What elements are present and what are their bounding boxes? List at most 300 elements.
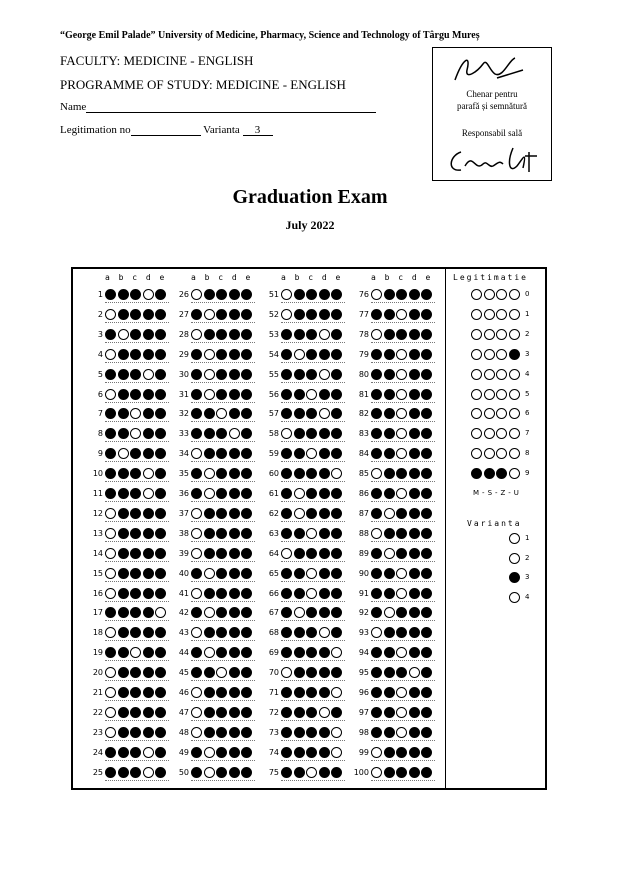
bubble-9-a[interactable] — [105, 448, 116, 459]
bubble-60-e[interactable] — [331, 468, 342, 479]
bubble-54-e[interactable] — [331, 349, 342, 360]
varianta-bubble-1[interactable] — [509, 533, 520, 544]
bubble-58-c[interactable] — [306, 428, 317, 439]
bubble-67-a[interactable] — [281, 607, 292, 618]
bubble-48-c[interactable] — [216, 727, 227, 738]
bubble-6-d[interactable] — [143, 389, 154, 400]
bubble-41-c[interactable] — [216, 588, 227, 599]
bubble-54-b[interactable] — [294, 349, 305, 360]
bubble-67-e[interactable] — [331, 607, 342, 618]
bubble-95-d[interactable] — [409, 667, 420, 678]
bubble-63-b[interactable] — [294, 528, 305, 539]
bubble-87-a[interactable] — [371, 508, 382, 519]
bubble-96-d[interactable] — [409, 687, 420, 698]
bubble-66-b[interactable] — [294, 588, 305, 599]
bubble-45-c[interactable] — [216, 667, 227, 678]
bubble-73-b[interactable] — [294, 727, 305, 738]
bubble-8-a[interactable] — [105, 428, 116, 439]
bubble-17-a[interactable] — [105, 607, 116, 618]
bubble-90-c[interactable] — [396, 568, 407, 579]
bubble-54-a[interactable] — [281, 349, 292, 360]
bubble-54-c[interactable] — [306, 349, 317, 360]
bubble-100-b[interactable] — [384, 767, 395, 778]
bubble-20-d[interactable] — [143, 667, 154, 678]
bubble-11-b[interactable] — [118, 488, 129, 499]
bubble-31-b[interactable] — [204, 389, 215, 400]
bubble-96-c[interactable] — [396, 687, 407, 698]
bubble-1-d[interactable] — [143, 289, 154, 300]
bubble-100-c[interactable] — [396, 767, 407, 778]
bubble-57-e[interactable] — [331, 408, 342, 419]
bubble-10-a[interactable] — [105, 468, 116, 479]
bubble-57-d[interactable] — [319, 408, 330, 419]
bubble-5-c[interactable] — [130, 369, 141, 380]
bubble-5-d[interactable] — [143, 369, 154, 380]
bubble-33-c[interactable] — [216, 428, 227, 439]
bubble-40-d[interactable] — [229, 568, 240, 579]
bubble-92-b[interactable] — [384, 607, 395, 618]
bubble-20-e[interactable] — [155, 667, 166, 678]
bubble-85-d[interactable] — [409, 468, 420, 479]
bubble-99-c[interactable] — [396, 747, 407, 758]
bubble-64-b[interactable] — [294, 548, 305, 559]
bubble-66-d[interactable] — [319, 588, 330, 599]
bubble-94-e[interactable] — [421, 647, 432, 658]
bubble-16-c[interactable] — [130, 588, 141, 599]
bubble-9-d[interactable] — [143, 448, 154, 459]
bubble-94-c[interactable] — [396, 647, 407, 658]
bubble-72-e[interactable] — [331, 707, 342, 718]
legit-bubble-7-3[interactable] — [509, 428, 520, 439]
bubble-93-a[interactable] — [371, 627, 382, 638]
bubble-38-c[interactable] — [216, 528, 227, 539]
bubble-63-e[interactable] — [331, 528, 342, 539]
bubble-97-e[interactable] — [421, 707, 432, 718]
bubble-97-c[interactable] — [396, 707, 407, 718]
bubble-95-e[interactable] — [421, 667, 432, 678]
bubble-76-a[interactable] — [371, 289, 382, 300]
bubble-27-d[interactable] — [229, 309, 240, 320]
bubble-60-d[interactable] — [319, 468, 330, 479]
legit-bubble-1-3[interactable] — [509, 309, 520, 320]
bubble-54-d[interactable] — [319, 349, 330, 360]
bubble-22-d[interactable] — [143, 707, 154, 718]
bubble-8-c[interactable] — [130, 428, 141, 439]
bubble-49-b[interactable] — [204, 747, 215, 758]
bubble-75-d[interactable] — [319, 767, 330, 778]
legit-bubble-4-0[interactable] — [471, 369, 482, 380]
bubble-65-e[interactable] — [331, 568, 342, 579]
bubble-19-a[interactable] — [105, 647, 116, 658]
bubble-98-c[interactable] — [396, 727, 407, 738]
bubble-100-d[interactable] — [409, 767, 420, 778]
bubble-49-a[interactable] — [191, 747, 202, 758]
bubble-50-a[interactable] — [191, 767, 202, 778]
bubble-23-e[interactable] — [155, 727, 166, 738]
bubble-9-b[interactable] — [118, 448, 129, 459]
bubble-47-e[interactable] — [241, 707, 252, 718]
bubble-100-a[interactable] — [371, 767, 382, 778]
bubble-36-d[interactable] — [229, 488, 240, 499]
bubble-67-b[interactable] — [294, 607, 305, 618]
bubble-18-e[interactable] — [155, 627, 166, 638]
bubble-88-d[interactable] — [409, 528, 420, 539]
bubble-78-b[interactable] — [384, 329, 395, 340]
legit-bubble-3-0[interactable] — [471, 349, 482, 360]
bubble-23-a[interactable] — [105, 727, 116, 738]
legit-bubble-8-3[interactable] — [509, 448, 520, 459]
bubble-77-c[interactable] — [396, 309, 407, 320]
bubble-84-e[interactable] — [421, 448, 432, 459]
bubble-6-b[interactable] — [118, 389, 129, 400]
bubble-96-a[interactable] — [371, 687, 382, 698]
bubble-24-d[interactable] — [143, 747, 154, 758]
bubble-87-e[interactable] — [421, 508, 432, 519]
bubble-59-c[interactable] — [306, 448, 317, 459]
bubble-18-d[interactable] — [143, 627, 154, 638]
bubble-18-a[interactable] — [105, 627, 116, 638]
bubble-27-b[interactable] — [204, 309, 215, 320]
bubble-90-d[interactable] — [409, 568, 420, 579]
bubble-82-a[interactable] — [371, 408, 382, 419]
bubble-37-d[interactable] — [229, 508, 240, 519]
bubble-74-e[interactable] — [331, 747, 342, 758]
bubble-29-a[interactable] — [191, 349, 202, 360]
bubble-34-d[interactable] — [229, 448, 240, 459]
bubble-21-b[interactable] — [118, 687, 129, 698]
bubble-37-a[interactable] — [191, 508, 202, 519]
bubble-7-a[interactable] — [105, 408, 116, 419]
bubble-53-b[interactable] — [294, 329, 305, 340]
bubble-33-a[interactable] — [191, 428, 202, 439]
bubble-41-a[interactable] — [191, 588, 202, 599]
legit-bubble-6-1[interactable] — [484, 408, 495, 419]
bubble-16-a[interactable] — [105, 588, 116, 599]
bubble-6-c[interactable] — [130, 389, 141, 400]
bubble-21-e[interactable] — [155, 687, 166, 698]
bubble-78-a[interactable] — [371, 329, 382, 340]
bubble-81-b[interactable] — [384, 389, 395, 400]
bubble-41-d[interactable] — [229, 588, 240, 599]
bubble-3-a[interactable] — [105, 329, 116, 340]
bubble-59-b[interactable] — [294, 448, 305, 459]
bubble-98-a[interactable] — [371, 727, 382, 738]
legit-bubble-7-0[interactable] — [471, 428, 482, 439]
bubble-52-d[interactable] — [319, 309, 330, 320]
bubble-91-d[interactable] — [409, 588, 420, 599]
bubble-38-d[interactable] — [229, 528, 240, 539]
bubble-21-c[interactable] — [130, 687, 141, 698]
bubble-93-c[interactable] — [396, 627, 407, 638]
bubble-97-a[interactable] — [371, 707, 382, 718]
bubble-55-d[interactable] — [319, 369, 330, 380]
bubble-98-b[interactable] — [384, 727, 395, 738]
bubble-41-e[interactable] — [241, 588, 252, 599]
bubble-62-d[interactable] — [319, 508, 330, 519]
legit-bubble-2-1[interactable] — [484, 329, 495, 340]
bubble-38-a[interactable] — [191, 528, 202, 539]
bubble-91-e[interactable] — [421, 588, 432, 599]
bubble-27-c[interactable] — [216, 309, 227, 320]
bubble-32-a[interactable] — [191, 408, 202, 419]
bubble-18-c[interactable] — [130, 627, 141, 638]
bubble-41-b[interactable] — [204, 588, 215, 599]
bubble-5-e[interactable] — [155, 369, 166, 380]
bubble-46-a[interactable] — [191, 687, 202, 698]
bubble-25-b[interactable] — [118, 767, 129, 778]
bubble-50-d[interactable] — [229, 767, 240, 778]
bubble-68-a[interactable] — [281, 627, 292, 638]
legit-bubble-4-2[interactable] — [496, 369, 507, 380]
bubble-97-b[interactable] — [384, 707, 395, 718]
bubble-56-b[interactable] — [294, 389, 305, 400]
bubble-66-e[interactable] — [331, 588, 342, 599]
bubble-28-d[interactable] — [229, 329, 240, 340]
bubble-72-b[interactable] — [294, 707, 305, 718]
bubble-36-b[interactable] — [204, 488, 215, 499]
bubble-83-d[interactable] — [409, 428, 420, 439]
bubble-20-b[interactable] — [118, 667, 129, 678]
bubble-47-b[interactable] — [204, 707, 215, 718]
name-field[interactable] — [86, 101, 376, 113]
bubble-80-a[interactable] — [371, 369, 382, 380]
bubble-81-e[interactable] — [421, 389, 432, 400]
bubble-99-b[interactable] — [384, 747, 395, 758]
bubble-8-b[interactable] — [118, 428, 129, 439]
bubble-50-e[interactable] — [241, 767, 252, 778]
bubble-48-e[interactable] — [241, 727, 252, 738]
bubble-76-b[interactable] — [384, 289, 395, 300]
legit-bubble-0-2[interactable] — [496, 289, 507, 300]
bubble-5-a[interactable] — [105, 369, 116, 380]
bubble-74-d[interactable] — [319, 747, 330, 758]
bubble-23-c[interactable] — [130, 727, 141, 738]
bubble-45-a[interactable] — [191, 667, 202, 678]
bubble-51-a[interactable] — [281, 289, 292, 300]
bubble-36-a[interactable] — [191, 488, 202, 499]
bubble-66-a[interactable] — [281, 588, 292, 599]
bubble-13-c[interactable] — [130, 528, 141, 539]
varianta-field[interactable] — [243, 124, 273, 136]
bubble-14-c[interactable] — [130, 548, 141, 559]
bubble-15-a[interactable] — [105, 568, 116, 579]
bubble-17-b[interactable] — [118, 607, 129, 618]
legit-bubble-8-2[interactable] — [496, 448, 507, 459]
bubble-75-e[interactable] — [331, 767, 342, 778]
bubble-9-e[interactable] — [155, 448, 166, 459]
bubble-4-a[interactable] — [105, 349, 116, 360]
bubble-90-a[interactable] — [371, 568, 382, 579]
bubble-88-b[interactable] — [384, 528, 395, 539]
bubble-32-e[interactable] — [241, 408, 252, 419]
bubble-35-d[interactable] — [229, 468, 240, 479]
bubble-83-c[interactable] — [396, 428, 407, 439]
bubble-46-e[interactable] — [241, 687, 252, 698]
bubble-7-e[interactable] — [155, 408, 166, 419]
bubble-17-d[interactable] — [143, 607, 154, 618]
bubble-62-a[interactable] — [281, 508, 292, 519]
bubble-83-e[interactable] — [421, 428, 432, 439]
bubble-82-d[interactable] — [409, 408, 420, 419]
bubble-70-b[interactable] — [294, 667, 305, 678]
legit-bubble-5-2[interactable] — [496, 389, 507, 400]
bubble-36-c[interactable] — [216, 488, 227, 499]
bubble-48-a[interactable] — [191, 727, 202, 738]
bubble-44-b[interactable] — [204, 647, 215, 658]
bubble-25-e[interactable] — [155, 767, 166, 778]
bubble-37-c[interactable] — [216, 508, 227, 519]
bubble-1-a[interactable] — [105, 289, 116, 300]
bubble-3-d[interactable] — [143, 329, 154, 340]
bubble-57-c[interactable] — [306, 408, 317, 419]
bubble-64-a[interactable] — [281, 548, 292, 559]
bubble-43-d[interactable] — [229, 627, 240, 638]
bubble-49-d[interactable] — [229, 747, 240, 758]
bubble-87-c[interactable] — [396, 508, 407, 519]
bubble-59-a[interactable] — [281, 448, 292, 459]
bubble-65-d[interactable] — [319, 568, 330, 579]
bubble-13-e[interactable] — [155, 528, 166, 539]
bubble-36-e[interactable] — [241, 488, 252, 499]
bubble-11-a[interactable] — [105, 488, 116, 499]
bubble-12-c[interactable] — [130, 508, 141, 519]
bubble-71-b[interactable] — [294, 687, 305, 698]
varianta-bubble-2[interactable] — [509, 553, 520, 564]
bubble-12-d[interactable] — [143, 508, 154, 519]
bubble-22-a[interactable] — [105, 707, 116, 718]
bubble-26-c[interactable] — [216, 289, 227, 300]
bubble-16-e[interactable] — [155, 588, 166, 599]
bubble-98-d[interactable] — [409, 727, 420, 738]
bubble-86-e[interactable] — [421, 488, 432, 499]
bubble-80-e[interactable] — [421, 369, 432, 380]
bubble-28-e[interactable] — [241, 329, 252, 340]
bubble-78-d[interactable] — [409, 329, 420, 340]
bubble-56-a[interactable] — [281, 389, 292, 400]
bubble-17-c[interactable] — [130, 607, 141, 618]
bubble-52-e[interactable] — [331, 309, 342, 320]
bubble-55-b[interactable] — [294, 369, 305, 380]
bubble-46-c[interactable] — [216, 687, 227, 698]
bubble-75-a[interactable] — [281, 767, 292, 778]
bubble-83-a[interactable] — [371, 428, 382, 439]
bubble-81-a[interactable] — [371, 389, 382, 400]
bubble-40-b[interactable] — [204, 568, 215, 579]
bubble-25-d[interactable] — [143, 767, 154, 778]
bubble-55-a[interactable] — [281, 369, 292, 380]
bubble-22-b[interactable] — [118, 707, 129, 718]
bubble-1-b[interactable] — [118, 289, 129, 300]
bubble-95-a[interactable] — [371, 667, 382, 678]
bubble-59-d[interactable] — [319, 448, 330, 459]
bubble-90-e[interactable] — [421, 568, 432, 579]
bubble-70-a[interactable] — [281, 667, 292, 678]
bubble-17-e[interactable] — [155, 607, 166, 618]
bubble-30-a[interactable] — [191, 369, 202, 380]
bubble-40-a[interactable] — [191, 568, 202, 579]
bubble-64-e[interactable] — [331, 548, 342, 559]
bubble-62-b[interactable] — [294, 508, 305, 519]
bubble-71-d[interactable] — [319, 687, 330, 698]
bubble-2-d[interactable] — [143, 309, 154, 320]
bubble-27-e[interactable] — [241, 309, 252, 320]
bubble-30-b[interactable] — [204, 369, 215, 380]
bubble-42-e[interactable] — [241, 607, 252, 618]
bubble-61-c[interactable] — [306, 488, 317, 499]
bubble-24-a[interactable] — [105, 747, 116, 758]
bubble-69-a[interactable] — [281, 647, 292, 658]
bubble-4-e[interactable] — [155, 349, 166, 360]
bubble-38-b[interactable] — [204, 528, 215, 539]
bubble-86-c[interactable] — [396, 488, 407, 499]
legitimation-field[interactable] — [131, 124, 201, 136]
bubble-95-b[interactable] — [384, 667, 395, 678]
bubble-93-d[interactable] — [409, 627, 420, 638]
legit-bubble-6-0[interactable] — [471, 408, 482, 419]
bubble-30-c[interactable] — [216, 369, 227, 380]
bubble-63-c[interactable] — [306, 528, 317, 539]
bubble-44-c[interactable] — [216, 647, 227, 658]
bubble-44-a[interactable] — [191, 647, 202, 658]
bubble-77-d[interactable] — [409, 309, 420, 320]
legit-bubble-2-3[interactable] — [509, 329, 520, 340]
bubble-1-c[interactable] — [130, 289, 141, 300]
bubble-92-e[interactable] — [421, 607, 432, 618]
bubble-99-a[interactable] — [371, 747, 382, 758]
bubble-82-e[interactable] — [421, 408, 432, 419]
bubble-87-d[interactable] — [409, 508, 420, 519]
bubble-49-c[interactable] — [216, 747, 227, 758]
bubble-56-c[interactable] — [306, 389, 317, 400]
legit-bubble-4-1[interactable] — [484, 369, 495, 380]
bubble-86-a[interactable] — [371, 488, 382, 499]
bubble-2-c[interactable] — [130, 309, 141, 320]
bubble-76-d[interactable] — [409, 289, 420, 300]
bubble-37-b[interactable] — [204, 508, 215, 519]
bubble-28-c[interactable] — [216, 329, 227, 340]
bubble-68-d[interactable] — [319, 627, 330, 638]
legit-bubble-6-3[interactable] — [509, 408, 520, 419]
bubble-60-b[interactable] — [294, 468, 305, 479]
bubble-8-d[interactable] — [143, 428, 154, 439]
bubble-14-b[interactable] — [118, 548, 129, 559]
bubble-2-e[interactable] — [155, 309, 166, 320]
bubble-94-a[interactable] — [371, 647, 382, 658]
bubble-89-e[interactable] — [421, 548, 432, 559]
bubble-26-b[interactable] — [204, 289, 215, 300]
bubble-99-e[interactable] — [421, 747, 432, 758]
bubble-66-c[interactable] — [306, 588, 317, 599]
bubble-45-d[interactable] — [229, 667, 240, 678]
bubble-4-d[interactable] — [143, 349, 154, 360]
bubble-13-a[interactable] — [105, 528, 116, 539]
bubble-29-b[interactable] — [204, 349, 215, 360]
bubble-69-b[interactable] — [294, 647, 305, 658]
bubble-47-a[interactable] — [191, 707, 202, 718]
legit-bubble-9-3[interactable] — [509, 468, 520, 479]
bubble-29-c[interactable] — [216, 349, 227, 360]
bubble-23-b[interactable] — [118, 727, 129, 738]
bubble-62-c[interactable] — [306, 508, 317, 519]
bubble-42-d[interactable] — [229, 607, 240, 618]
bubble-73-a[interactable] — [281, 727, 292, 738]
bubble-63-d[interactable] — [319, 528, 330, 539]
bubble-37-e[interactable] — [241, 508, 252, 519]
bubble-2-b[interactable] — [118, 309, 129, 320]
bubble-39-b[interactable] — [204, 548, 215, 559]
bubble-35-a[interactable] — [191, 468, 202, 479]
bubble-20-c[interactable] — [130, 667, 141, 678]
